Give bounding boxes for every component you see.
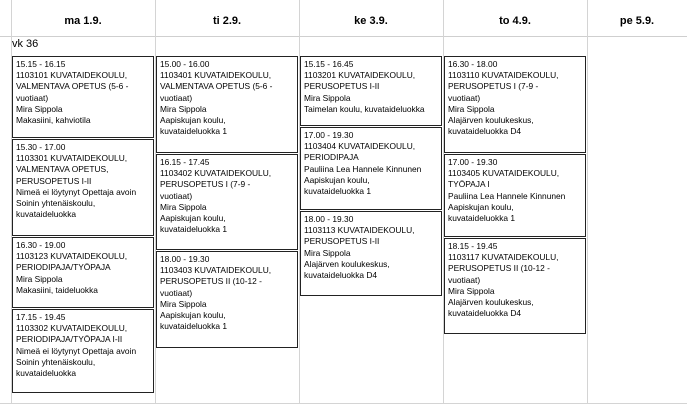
day-header-wed[interactable]: ke 3.9. xyxy=(354,15,388,27)
event-title: 1103404 KUVATAIDEKOULU, PERIODIPAJA xyxy=(304,141,416,163)
event-time: 16.30 - 18.00 xyxy=(448,59,498,69)
event-title: 1103405 KUVATAIDEKOULU, TYÖPAJA I xyxy=(448,168,560,190)
event-card[interactable] xyxy=(444,238,586,334)
event-time: 17.00 - 19.30 xyxy=(448,157,498,167)
event-title: 1103117 KUVATAIDEKOULU, PERUSOPETUS II (10-12 - vuotiaat) xyxy=(448,252,559,285)
event-location: Aapiskujan koulu, kuvataideluokka 1 xyxy=(160,213,228,235)
event-title: 1103302 KUVATAIDEKOULU, PERIODIPAJA/TYÖPAJA I-II xyxy=(16,323,128,345)
event-time: 15.15 - 16.45 xyxy=(304,59,354,69)
event-title: 1103123 KUVATAIDEKOULU, PERIODIPAJA/TYÖPAJA xyxy=(16,251,128,273)
event-time: 16.15 - 17.45 xyxy=(160,157,210,167)
event-location: Aapiskujan koulu, kuvataideluokka 1 xyxy=(160,310,228,332)
event-teacher: Mira Sippola xyxy=(448,103,495,114)
event-teacher: Mira Sippola xyxy=(16,103,63,114)
event-teacher: Mira Sippola xyxy=(304,92,351,103)
event-location: Alajärven koulukeskus, kuvataideluokka D4 xyxy=(448,115,534,137)
event-card[interactable] xyxy=(12,237,154,308)
event-teacher: Mira Sippola xyxy=(304,247,351,258)
event-location: Makasiini, taideluokka xyxy=(16,284,98,295)
event-location: Soinin yhtenäiskoulu, kuvataideluokka xyxy=(16,198,96,220)
event-teacher: Pauliina Lea Hannele Kinnunen xyxy=(304,163,422,174)
event-title: 1103301 KUVATAIDEKOULU, VALMENTAVA OPETUS, PERUSOPETUS I-II xyxy=(16,153,128,186)
event-location: Soinin yhtenäiskoulu, kuvataideluokka xyxy=(16,356,96,379)
event-time: 18.00 - 19.30 xyxy=(160,254,210,264)
event-teacher: Nimeä ei löytynyt Opettaja avoin xyxy=(16,345,137,356)
event-time: 15.00 - 16.00 xyxy=(160,59,210,69)
event-title: 1103101 KUVATAIDEKOULU, VALMENTAVA OPETUS (5-6 - vuotiaat) xyxy=(16,70,129,103)
event-card[interactable] xyxy=(300,127,442,210)
event-title: 1103402 KUVATAIDEKOULU, PERUSOPETUS I (7-9 - vuotiaat) xyxy=(160,168,272,201)
event-location: Alajärven koulukeskus, kuvataideluokka D4 xyxy=(304,258,390,281)
event-teacher: Mira Sippola xyxy=(16,273,63,284)
event-time: 18.00 - 19.30 xyxy=(304,214,354,224)
event-card[interactable] xyxy=(156,154,298,250)
column-divider xyxy=(587,0,588,403)
event-time: 17.00 - 19.30 xyxy=(304,130,354,140)
event-title: 1103401 KUVATAIDEKOULU, VALMENTAVA OPETUS (5-6 - vuotiaat) xyxy=(160,70,273,103)
day-header-mon[interactable]: ma 1.9. xyxy=(64,15,102,27)
event-card[interactable] xyxy=(444,56,586,153)
event-location: Aapiskujan koulu, kuvataideluokka 1 xyxy=(160,115,228,137)
event-teacher: Mira Sippola xyxy=(160,103,207,114)
event-title: 1103201 KUVATAIDEKOULU, PERUSOPETUS I-II xyxy=(304,70,416,92)
event-location: Alajärven koulukeskus, kuvataideluokka D4 xyxy=(448,297,534,319)
event-time: 18.15 - 19.45 xyxy=(448,241,498,251)
event-card[interactable] xyxy=(444,154,586,237)
event-card[interactable] xyxy=(12,309,154,393)
event-teacher: Nimeä ei löytynyt Opettaja avoin xyxy=(16,186,137,197)
calendar-bottom-border xyxy=(0,403,687,404)
day-header-tue[interactable]: ti 2.9. xyxy=(212,15,242,27)
event-time: 15.15 - 16.15 xyxy=(16,59,66,69)
event-time: 17.15 - 19.45 xyxy=(16,312,66,322)
event-card[interactable] xyxy=(12,56,154,138)
event-location: Aapiskujan koulu, kuvataideluokka 1 xyxy=(448,201,516,224)
event-card[interactable] xyxy=(300,56,442,126)
event-time: 16.30 - 19.00 xyxy=(16,240,66,250)
day-header-fri[interactable]: pe 5.9. xyxy=(619,15,655,27)
event-title: 1103110 KUVATAIDEKOULU, PERUSOPETUS I (7-9 - vuotiaat) xyxy=(448,70,559,103)
day-header-thu[interactable]: to 4.9. xyxy=(499,15,531,27)
event-card[interactable] xyxy=(12,139,154,236)
event-card[interactable] xyxy=(156,251,298,348)
event-card[interactable] xyxy=(300,211,442,296)
event-time: 15.30 - 17.00 xyxy=(16,142,66,152)
event-teacher: Mira Sippola xyxy=(160,201,207,212)
event-title: 1103403 KUVATAIDEKOULU, PERUSOPETUS II (10-12 - vuotiaat) xyxy=(160,265,272,298)
event-teacher: Mira Sippola xyxy=(448,285,495,296)
event-location: Aapiskujan koulu, kuvataideluokka 1 xyxy=(304,174,372,197)
event-location: Makasiini, kahviotila xyxy=(16,115,91,126)
week-number-label: vk 36 xyxy=(12,38,39,50)
event-card[interactable] xyxy=(156,56,298,153)
event-location: Taimelan koulu, kuvataideluokka xyxy=(304,103,425,114)
event-teacher: Mira Sippola xyxy=(160,298,207,309)
event-teacher: Pauliina Lea Hannele Kinnunen xyxy=(448,190,566,201)
event-title: 1103113 KUVATAIDEKOULU, PERUSOPETUS I-II xyxy=(304,225,415,247)
